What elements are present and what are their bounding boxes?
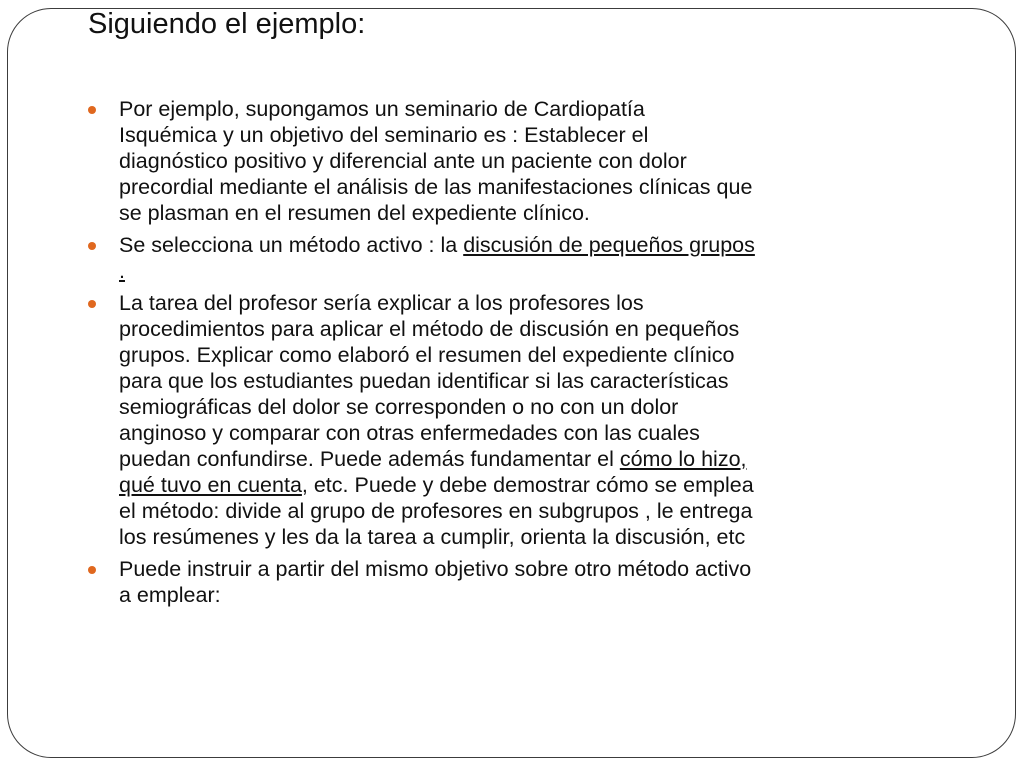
- bullet-item-example: [88, 96, 934, 226]
- text-line: a emplear:: [119, 583, 221, 607]
- text-line: procedimientos para aplicar el método de discusión en pequeños: [119, 317, 740, 341]
- text-line: [119, 472, 934, 498]
- bullet-item-teacher-task: [88, 290, 934, 550]
- underlined-link-text[interactable]: qué tuvo en cuenta: [119, 473, 302, 497]
- text-line: [119, 258, 934, 284]
- bullet-text: [119, 96, 934, 226]
- bullet-dot-icon: [88, 300, 96, 308]
- text-line: anginoso y comparar con otras enfermedades con las cuales: [119, 421, 700, 445]
- text-line: Por ejemplo, supongamos un seminario de Cardiopatía: [119, 97, 645, 121]
- text-line: grupos. Explicar como elaboró el resumen del expediente clínico: [119, 343, 735, 367]
- bullet-list: [88, 96, 934, 614]
- bullet-item-method: [88, 232, 934, 284]
- text-line: La tarea del profesor sería explicar a los profesores los: [119, 291, 644, 315]
- bullet-dot-icon: [88, 242, 96, 250]
- text-line: [119, 446, 934, 472]
- bullet-item-instruct: [88, 556, 934, 608]
- text-segment: Se selecciona un método activo : la: [119, 233, 464, 257]
- bullet-text: [119, 290, 934, 550]
- underlined-link-text[interactable]: cómo lo hizo,: [619, 447, 747, 471]
- text-line: Isquémica y un objetivo del seminario es : Establecer el: [119, 123, 649, 147]
- bullet-text: [119, 232, 934, 284]
- bullet-text: [119, 556, 934, 608]
- text-line: Puede instruir a partir del mismo objetivo sobre otro método activo: [119, 557, 752, 581]
- underlined-link-text[interactable]: .: [119, 259, 125, 283]
- text-line: el método: divide al grupo de profesores en subgrupos , le entrega: [119, 499, 753, 523]
- text-line: semiográficas del dolor se corresponden o no con un dolor: [119, 395, 679, 419]
- text-segment: , etc. Puede y debe demostrar cómo se emplea: [301, 473, 754, 497]
- bullet-dot-icon: [88, 106, 96, 114]
- text-line: precordial mediante el análisis de las manifestaciones clínicas que: [119, 175, 753, 199]
- text-segment: puedan confundirse. Puede además fundamentar el: [119, 447, 620, 471]
- text-line: diagnóstico positivo y diferencial ante un paciente con dolor: [119, 149, 687, 173]
- underlined-link-text[interactable]: discusión de pequeños grupos: [463, 233, 755, 257]
- slide-title: Siguiendo el ejemplo:: [88, 8, 366, 40]
- text-line: se plasman en el resumen del expediente clínico.: [119, 201, 590, 225]
- bullet-dot-icon: [88, 566, 96, 574]
- text-line: los resúmenes y les da la tarea a cumplir, orienta la discusión, etc: [119, 525, 746, 549]
- text-line: para que los estudiantes puedan identificar si las características: [119, 369, 729, 393]
- text-line: [119, 232, 934, 258]
